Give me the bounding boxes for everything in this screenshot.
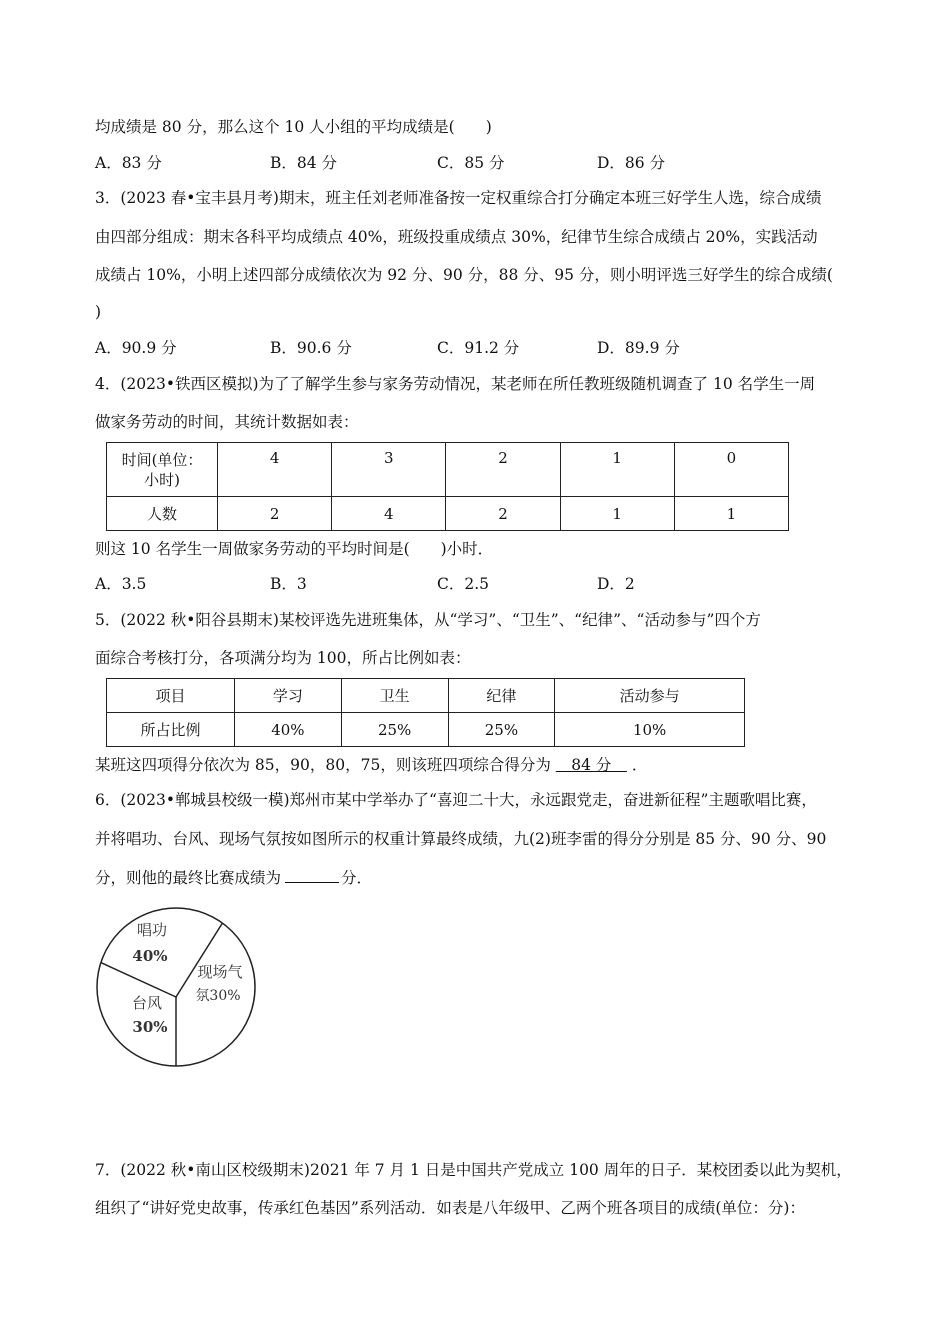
q5-table-cell: 40% — [235, 713, 342, 747]
q5-line-1: 5．(2022 秋•阳谷县期末)某校评选先进班集体，从“学习”、“卫生”、“纪律”、“活动参与”四个方 — [95, 611, 761, 629]
pie-label-taifeng: 台风 — [131, 994, 163, 1012]
q3-line-4: ) — [95, 303, 102, 321]
q5-table-header-cell: 活动参与 — [555, 679, 745, 713]
q6-line-1: 6．(2023•郸城县校级一模)郑州市某中学举办了“喜迎二十大，永远跟党走，奋进新征程”主题歌唱比赛， — [95, 791, 817, 809]
q4-table-cell: 0 — [674, 443, 788, 497]
q5-line-2: 面综合考核打分，各项满分均为 100，所占比例如表： — [95, 649, 471, 667]
q4-table-cell: 3 — [332, 443, 446, 497]
q5-table-header-cell: 纪律 — [448, 679, 555, 713]
q6-line-2: 并将唱功、台风、现场气氛按如图所示的权重计算最终成绩，九(2)班李雷的得分分别是 85 分、90 分、90 — [95, 830, 827, 848]
pie-value-changgong: 40% — [132, 947, 168, 965]
q4-line-1: 4．(2023•铁西区模拟)为了了解学生参与家务劳动情况，某老师在所任教班级随机调查了 10 名学生一周 — [95, 375, 816, 393]
q4-line-2: 做家务劳动的时间，其统计数据如表： — [95, 413, 359, 431]
q5-table-cell: 25% — [448, 713, 555, 747]
q5-table-header-cell: 项目 — [107, 679, 235, 713]
q5-table-row — [107, 713, 745, 747]
q5-table-header — [107, 679, 745, 713]
q4-table-cell: 1 — [674, 497, 788, 531]
q3-line-2: 由四部分组成：期末各科平均成绩点 40%，班级投重成绩点 30%，纪律节生综合成绩占 20%，实践活动 — [95, 228, 818, 246]
q4-table-cell: 2 — [218, 497, 332, 531]
pie-label-xianchang: 现场气 — [197, 963, 243, 981]
q5-after-suffix: ． — [631, 756, 648, 774]
q7-line-2: 组织了“讲好党史故事，传承红色基因”系列活动．如表是八年级甲、乙两个班各项目的成绩(单位：分)： — [95, 1199, 805, 1217]
q4-table-label-time: 时间(单位： 小时) — [107, 443, 218, 497]
q5-after-prefix: 某班这四项得分依次为 85，90，80，75，则该班四项综合得分为 — [95, 756, 551, 774]
q4-table-row-time — [107, 443, 789, 497]
q2-option-b[interactable]: B．84 分 — [270, 154, 338, 172]
q5-table-cell: 所占比例 — [107, 713, 235, 747]
q5-table-cell: 25% — [341, 713, 448, 747]
q5-answer: 84 分 — [555, 756, 627, 774]
score-weight-pie-chart — [92, 905, 262, 1070]
q4-option-a[interactable]: A．3.5 — [95, 575, 147, 593]
q2-option-a[interactable]: A．83 分 — [95, 154, 162, 172]
q2-text: 均成绩是 80 分，那么这个 10 人小组的平均成绩是( ) — [95, 118, 492, 136]
q4-option-c[interactable]: C．2.5 — [437, 575, 490, 593]
q4-table-cell: 4 — [332, 497, 446, 531]
q3-option-c[interactable]: C．91.2 分 — [437, 339, 520, 357]
q4-table-cell: 4 — [218, 443, 332, 497]
q3-option-d[interactable]: D．89.9 分 — [597, 339, 680, 357]
q6-line-3-prefix: 分，则他的最终比赛成绩为 — [95, 869, 282, 887]
q4-table-cell: 2 — [446, 497, 560, 531]
q6-line-3-suffix: 分． — [341, 869, 373, 887]
q7-line-1: 7．(2022 秋•南山区校级期末)2021 年 7 月 1 日是中国共产党成立 100 周年的日子．某校团委以此为契机， — [95, 1161, 852, 1179]
pie-label-changgong: 唱功 — [136, 921, 168, 939]
q4-table-label-count: 人数 — [107, 497, 218, 531]
q3-option-a[interactable]: A．90.9 分 — [95, 339, 177, 357]
q3-option-b[interactable]: B．90.6 分 — [270, 339, 352, 357]
q4-table-cell: 1 — [560, 443, 674, 497]
q5-table-cell: 10% — [555, 713, 745, 747]
q4-after: 则这 10 名学生一周做家务劳动的平均时间是( )小时． — [95, 540, 494, 558]
q5-after — [95, 755, 647, 775]
q5-table-header-cell: 卫生 — [341, 679, 448, 713]
q3-line-3: 成绩占 10%，小明上述四部分成绩依次为 92 分、90 分，88 分、95 分，则小明评选三好学生的综合成绩( — [95, 266, 833, 284]
q3-line-1: 3．(2023 春•宝丰县月考)期末，班主任刘老师准备按一定权重综合打分确定本班三好学生人选，综合成绩 — [95, 189, 822, 207]
q4-table-cell: 2 — [446, 443, 560, 497]
pie-value-taifeng: 30% — [132, 1018, 168, 1036]
q4-table-row-count — [107, 497, 789, 531]
q2-option-c[interactable]: C．85 分 — [437, 154, 505, 172]
q5-table-header-cell: 学习 — [235, 679, 342, 713]
q5-table — [106, 678, 745, 747]
q4-option-d[interactable]: D．2 — [597, 575, 635, 593]
q4-table-cell: 1 — [560, 497, 674, 531]
q4-option-b[interactable]: B．3 — [270, 575, 307, 593]
answer-blank[interactable] — [285, 866, 339, 883]
q4-table — [106, 442, 789, 531]
pie-value-xianchang: 氛30% — [195, 988, 241, 1004]
q6-line-3 — [95, 866, 372, 888]
q2-option-d[interactable]: D．86 分 — [597, 154, 666, 172]
